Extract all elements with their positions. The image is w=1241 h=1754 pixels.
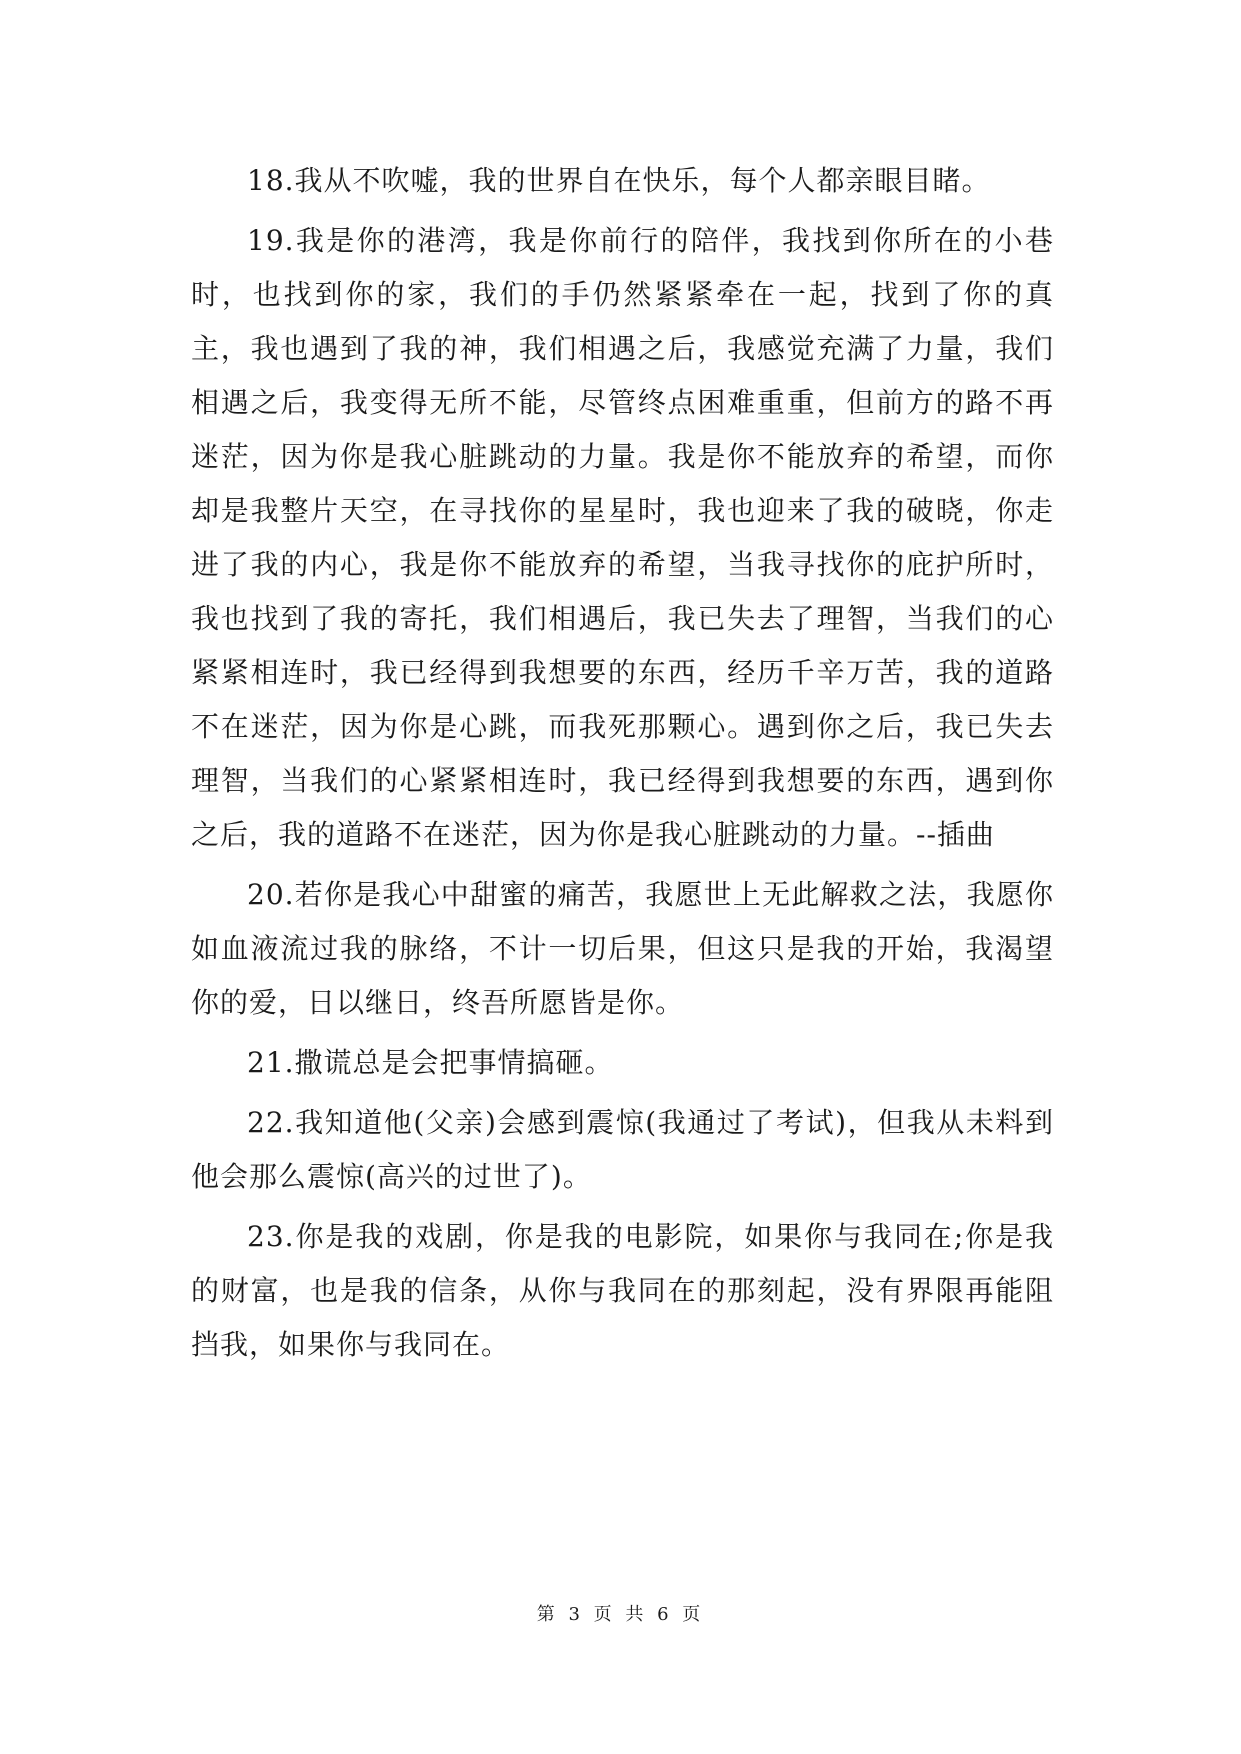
paragraph-21: 21.撒谎总是会把事情搞砸。	[247, 1046, 614, 1079]
page-footer: 第 3 页 共 6 页	[536, 1604, 705, 1625]
paragraph-20: 20.若你是我心中甜蜜的痛苦，我愿世上无此解救之法，我愿你如血液流过我的脉络，不计一切后果，但这只是我的开始，我渴望你的爱，日以继日，终吾所愿皆是你。	[191, 878, 1054, 1019]
paragraph-22: 22.我知道他(父亲)会感到震惊(我通过了考试)，但我从未料到他会那么震惊(高兴的过世了)。	[191, 1106, 1054, 1193]
paragraph-23: 23.你是我的戏剧，你是我的电影院，如果你与我同在;你是我的财富，也是我的信条，从你与我同在的那刻起，没有界限再能阻挡我，如果你与我同在。	[191, 1220, 1054, 1361]
document-body	[191, 154, 1054, 1378]
paragraph-18: 18.我从不吹嘘，我的世界自在快乐，每个人都亲眼目睹。	[247, 164, 991, 197]
paragraph-19: 19.我是你的港湾，我是你前行的陪伴，我找到你所在的小巷时，也找到你的家，我们的手仍然紧紧牵在一起，找到了你的真主，我也遇到了我的神，我们相遇之后，我感觉充满了力量，我们相遇之后，我变得无所不能，尽管终点困难重重，但前方的路不再迷茫，因为你是我心脏跳动的力量。我是你不能放弃的希望，而你却是我整片天空，在寻找你的星星时，我也迎来了我的破晓，你走进了我的内心，我是你不能放弃的希望，当我寻找你的庇护所时，我也找到了我的寄托，我们相遇后，我已失去了理智，当我们的心紧紧相连时，我已经得到我想要的东西，经历千辛万苦，我的道路不在迷茫，因为你是心跳，而我死那颗心。遇到你之后，我已失去理智，当我们的心紧紧相连时，我已经得到我想要的东西，遇到你之后，我的道路不在迷茫，因为你是我心脏跳动的力量。--插曲	[191, 224, 1054, 851]
